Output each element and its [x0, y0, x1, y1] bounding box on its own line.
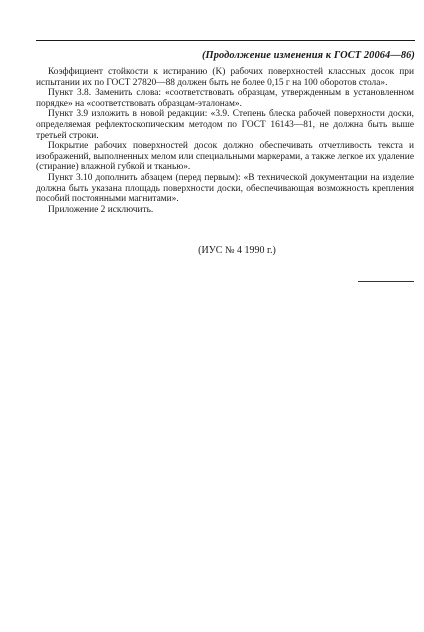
continuation-header: (Продолжение изменения к ГОСТ 20064—86) — [201, 50, 415, 61]
citation-text: (ИУС № 4 1990 г.) — [198, 245, 276, 256]
paragraph-item-3-10: Пункт 3.10 дополнить абзацем (перед первым): «В технической документации на изделие должна быть указана площадь поверхности доски, обеспечивающая возможность крепления пособий постоянными магнитами». — [36, 172, 414, 205]
paragraph-item-3-9: Пункт 3.9 изложить в новой редакции: «3.9. Степень блеска рабочей поверхности доски, определяемая рефлектоскопическим методом по ГОСТ 16143—81, не должна быть выше третьей строки. — [36, 109, 414, 141]
citation — [0, 245, 424, 256]
document-body — [36, 67, 414, 215]
bottom-dash — [358, 281, 414, 282]
paragraph-coating-requirements: Покрытие рабочих поверхностей досок должно обеспечивать отчетливость текста и изображений, выполненных мелом или специальными маркерами, а также легкое их удаление (стирание) влажной губкой и тканью». — [36, 141, 414, 173]
top-rule — [36, 40, 415, 41]
paragraph-item-3-8: Пункт 3.8. Заменить слова: «соответствовать образцам, утвержденным в установленном порядке» на «соответствовать образцам-эталонам». — [36, 88, 414, 109]
paragraph-appendix-2: Приложение 2 исключить. — [48, 204, 154, 215]
paragraph-abrasion-coefficient: Коэффициент стойкости к истиранию (K) рабочих поверхностей классных досок при испытании их по ГОСТ 27820—88 должен быть не более 0,15 г на 100 оборотов стола». — [36, 67, 414, 88]
